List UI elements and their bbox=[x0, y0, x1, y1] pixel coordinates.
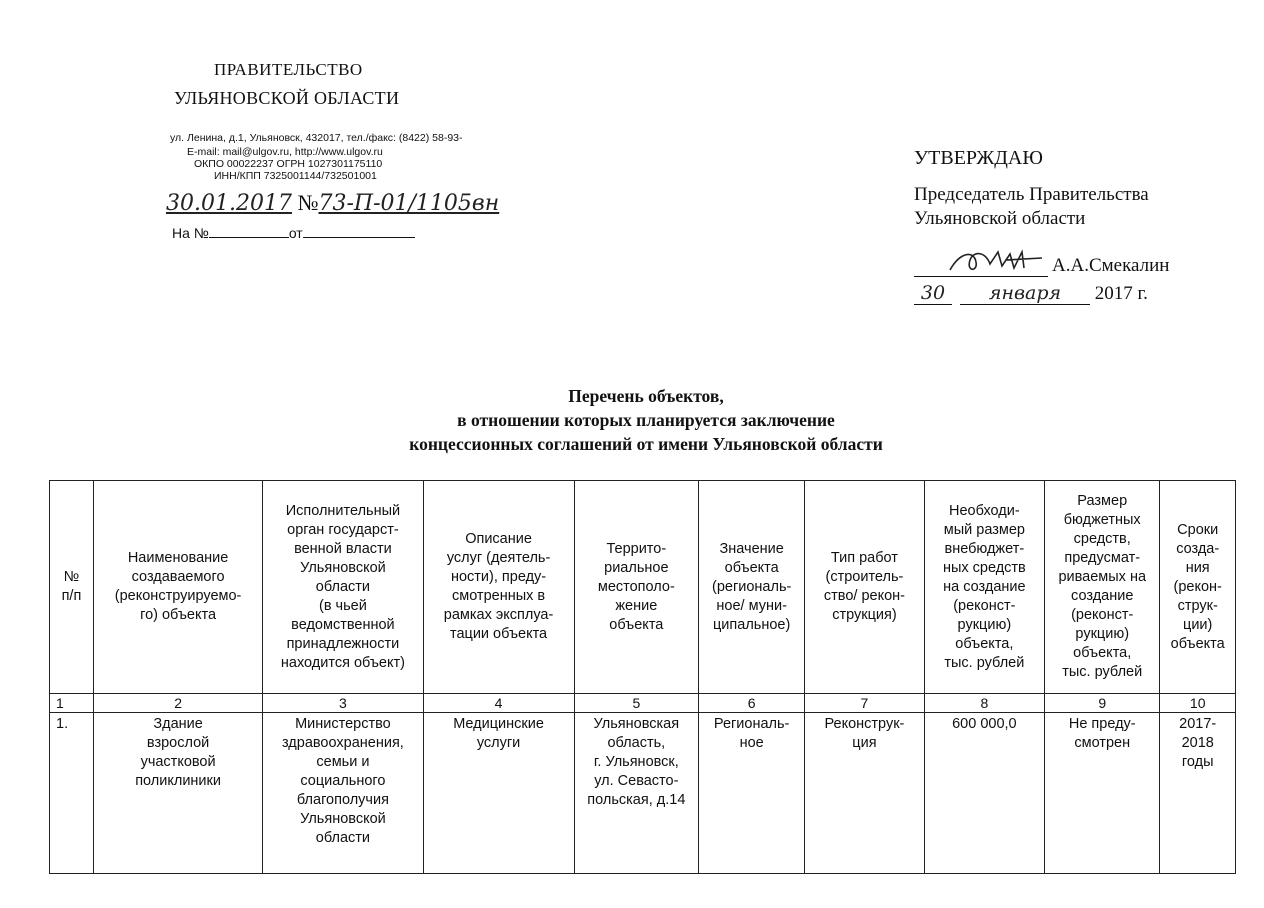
table-row bbox=[50, 713, 1236, 874]
column-number: 8 bbox=[924, 694, 1044, 713]
table-header-cell: Наименование создаваемого (реконструируемо- го) объекта bbox=[93, 481, 262, 694]
table-header-cell: Описание услуг (деятель- ности), преду- смотренных в рамках эксплуа- тации объекта bbox=[423, 481, 574, 694]
table-header-cell: № п/п bbox=[50, 481, 94, 694]
column-number: 3 bbox=[263, 694, 423, 713]
table-column-numbers-row bbox=[50, 694, 1236, 713]
table-cell: Медицинские услуги bbox=[423, 713, 574, 874]
registration-line bbox=[166, 190, 499, 216]
reference-date-blank bbox=[303, 225, 415, 238]
table-cell: Министерство здравоохранения, семьи и социального благополучия Ульяновской области bbox=[263, 713, 423, 874]
column-number: 2 bbox=[93, 694, 262, 713]
column-number: 10 bbox=[1160, 694, 1236, 713]
approval-position-line1: Председатель Правительства bbox=[914, 184, 1149, 205]
letterhead-government: ПРАВИТЕЛЬСТВО bbox=[214, 60, 363, 79]
approval-day: 30 bbox=[914, 282, 952, 305]
reference-no-blank bbox=[209, 225, 289, 238]
column-number: 6 bbox=[699, 694, 805, 713]
table-header-cell: Террито- риальное местополо- жение объекта bbox=[574, 481, 699, 694]
registration-number: 73-П-01/1105вн bbox=[318, 191, 500, 216]
column-number: 5 bbox=[574, 694, 699, 713]
table-header-cell: Сроки созда- ния (рекон- струк- ции) объекта bbox=[1160, 481, 1236, 694]
approval-title: УТВЕРЖДАЮ bbox=[914, 147, 1043, 169]
table-header-cell: Тип работ (строитель- ство/ рекон- струкция) bbox=[805, 481, 924, 694]
reference-no-label: На № bbox=[172, 225, 209, 241]
signature-row bbox=[914, 255, 1214, 277]
reference-date-label: от bbox=[288, 225, 303, 241]
registration-date: 30.01.2017 bbox=[166, 191, 292, 216]
letterhead-okpo: ОКПО 00022237 ОГРН 1027301175110 bbox=[194, 158, 383, 170]
column-number: 1 bbox=[50, 694, 94, 713]
table-cell: 1. bbox=[50, 713, 94, 874]
table-header-cell: Значение объекта (региональ- ное/ муни- ципальное) bbox=[699, 481, 805, 694]
table-cell: Региональ- ное bbox=[699, 713, 805, 874]
reference-line bbox=[172, 225, 415, 241]
table-header-cell: Размер бюджетных средств, предусмат- риваемых на создание (реконст- рукцию) объекта, тыс. рублей bbox=[1045, 481, 1160, 694]
letterhead-address: ул. Ленина, д.1, Ульяновск, 432017, тел./факс: (8422) 58-93- bbox=[170, 132, 463, 144]
approval-position-line2: Ульяновской области bbox=[914, 208, 1086, 229]
table-header-row bbox=[50, 481, 1236, 694]
letterhead-region: УЛЬЯНОВСКОЙ ОБЛАСТИ bbox=[174, 88, 400, 108]
column-number: 4 bbox=[423, 694, 574, 713]
approver-name: А.А.Смекалин bbox=[1052, 255, 1170, 276]
objects-table bbox=[49, 480, 1236, 874]
approval-year: 2017 г. bbox=[1094, 283, 1148, 304]
document-title-line2: в отношении которых планируется заключение bbox=[457, 410, 835, 430]
table-header-cell: Исполнительный орган государст- венной власти Ульяновской области (в чьей ведомственной принадлежности находится объект) bbox=[263, 481, 423, 694]
table-cell: Реконструк- ция bbox=[805, 713, 924, 874]
table-header-cell: Необходи- мый размер внебюджет- ных средств на создание (реконст- рукцию) объекта, тыс. рублей bbox=[924, 481, 1044, 694]
letterhead-inn: ИНН/КПП 7325001144/732501001 bbox=[214, 170, 377, 182]
table-cell: Не преду- смотрен bbox=[1045, 713, 1160, 874]
column-number: 7 bbox=[805, 694, 924, 713]
table-cell: 2017- 2018 годы bbox=[1160, 713, 1236, 874]
registration-no-label: № bbox=[297, 190, 319, 215]
letterhead-email: E-mail: mail@ulgov.ru, http://www.ulgov.ru bbox=[187, 146, 383, 158]
table-cell: Ульяновская область, г. Ульяновск, ул. Севасто- польская, д.14 bbox=[574, 713, 699, 874]
approval-date bbox=[914, 282, 1148, 305]
table-cell: 600 000,0 bbox=[924, 713, 1044, 874]
table-cell: Здание взрослой участковой поликлиники bbox=[93, 713, 262, 874]
document-title-line1: Перечень объектов, bbox=[568, 386, 724, 406]
document-title-line3: концессионных соглашений от имени Ульяновской области bbox=[409, 434, 883, 454]
approval-month: января bbox=[960, 282, 1090, 305]
column-number: 9 bbox=[1045, 694, 1160, 713]
